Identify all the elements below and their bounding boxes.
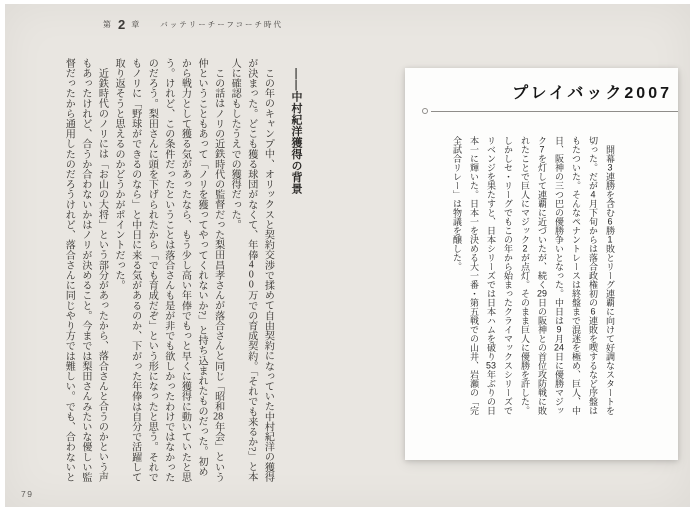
sidebar-body xyxy=(446,136,618,417)
chapter-label-prefix: 第 xyxy=(103,20,112,29)
paragraph: この年のキャンプ中、オリックスと契約交渉で揉めて自由契約になっていた中村紀洋の獲得が決まった。どこも獲る球団がなくて、年俸400万での育成契約。「それでも来るか?」と本人に確認もしたうえでの獲得だった。 xyxy=(229,58,274,483)
section-heading: ――中村紀洋獲得の背景 xyxy=(290,68,302,195)
book-spread xyxy=(5,4,690,507)
chapter-number: 2 xyxy=(118,17,126,32)
chapter-header xyxy=(103,17,283,32)
chapter-title: バッテリーチーフコーチ時代 xyxy=(160,20,283,29)
paragraph: 近鉄時代のノリには「お山の大将」という部分があったから、落合さんと合うのかという声もあったけれど、合うか合わないかはノリが決めること。今までは梨田さんみたいな優しい監督だったから通用したのだろうけれど、落合さんに同じやり方では難しい。でも、合わないと xyxy=(63,58,108,483)
rule-circle-icon xyxy=(422,108,428,114)
left-page-body xyxy=(41,58,304,484)
playback-sidebar-box xyxy=(405,68,678,460)
title-rule xyxy=(431,111,678,112)
chapter-label-suffix: 章 xyxy=(131,20,141,29)
paragraph: 開幕3連勝を含む6勝1敗とリーグ連覇に向けて好調なスタートを切った。だが4月下旬からは落合政権初の6連敗を喫するなど序盤はもたついた。そんなペナントレースは終盤まで混迷を極め、巨人、中日、阪神の三つ巴の優勝争いとなった。中日は9月24日に優勝マジック7を灯して連覇に近づいたが、続く29日の阪神との首位攻防戦に敗れたことで巨人にマジック2が点灯。そのまま巨人に優勝を許した。しかしセ・リーグでもこの年から始まったクライマックスシリーズでリベンジを果たすと、日本シリーズでは日本ハムを破り53年ぶりの日本一に輝いた。日本一を決める大一番・第五戦での山井、岩瀬の「完全試合リレー」は物議を醸した。 xyxy=(452,136,615,415)
page-number: 79 xyxy=(21,489,34,499)
paragraph: この話はノリの近鉄時代の監督だった梨田昌孝さんが落合さんと同じ「昭和28年会」という仲ということもあって「ノリを獲ってやってくれないか?」と持ち込まれたものだった。初めから戦力として獲る気があったなら、もう少し高い年俸でもっと早くに獲得に動いていたと思う。けれど、この条件だったということは落合さんも是が非でも欲しかったわけではなかったのだろう。梨田さんに頭を下げられたから「でも育成だぞ」という形になったと思う。それでもノリに「野球ができるのなら」と中日に来る気があるのか、下がった年俸は自分で活躍して取り返そうと思えるのかどうかがポイントだった。 xyxy=(113,58,224,483)
sidebar-title: プレイバック2007 xyxy=(512,85,672,102)
